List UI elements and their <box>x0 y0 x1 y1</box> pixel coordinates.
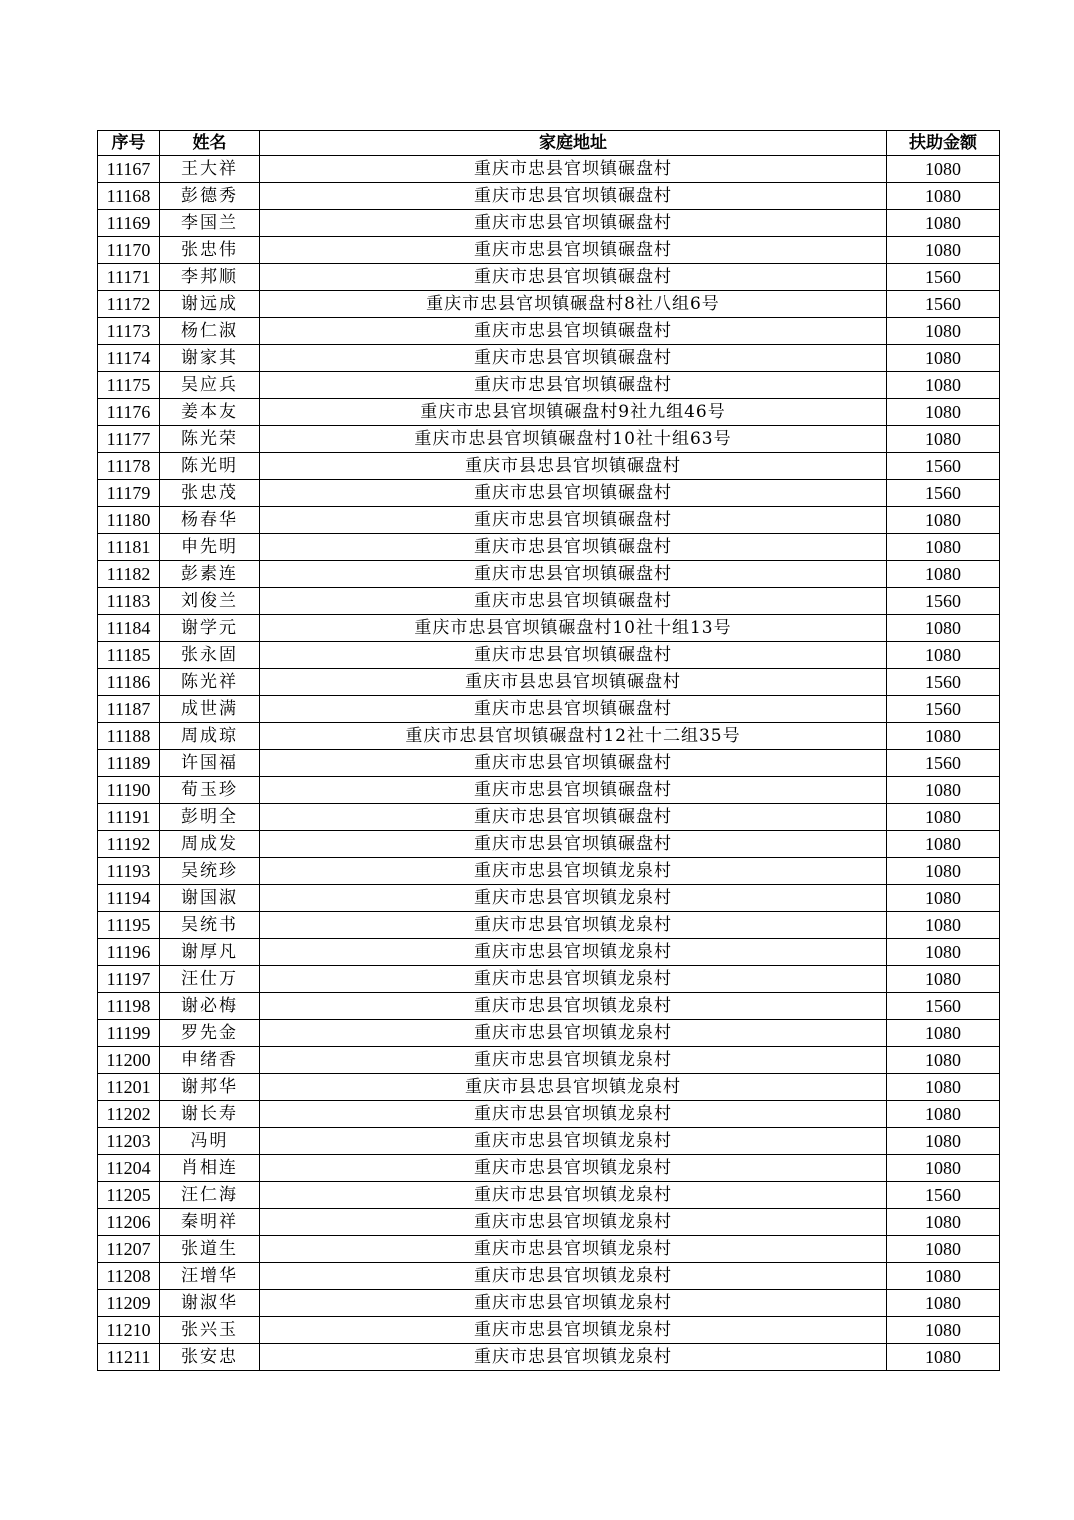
cell-seq: 11167 <box>98 156 160 183</box>
cell-seq: 11179 <box>98 480 160 507</box>
cell-name: 许国福 <box>160 750 260 777</box>
cell-address: 重庆市忠县官坝镇碾盘村 <box>260 588 887 615</box>
cell-address: 重庆市忠县官坝镇碾盘村10社十组13号 <box>260 615 887 642</box>
cell-seq: 11209 <box>98 1290 160 1317</box>
cell-amount: 1560 <box>887 453 1000 480</box>
cell-amount: 1080 <box>887 210 1000 237</box>
cell-seq: 11192 <box>98 831 160 858</box>
cell-seq: 11188 <box>98 723 160 750</box>
cell-address: 重庆市忠县官坝镇碾盘村 <box>260 210 887 237</box>
cell-amount: 1560 <box>887 588 1000 615</box>
cell-seq: 11193 <box>98 858 160 885</box>
cell-seq: 11203 <box>98 1128 160 1155</box>
cell-seq: 11169 <box>98 210 160 237</box>
cell-amount: 1080 <box>887 318 1000 345</box>
cell-seq: 11183 <box>98 588 160 615</box>
table-row <box>98 1128 1000 1155</box>
cell-name: 杨春华 <box>160 507 260 534</box>
cell-name: 彭德秀 <box>160 183 260 210</box>
table-row <box>98 156 1000 183</box>
table-row <box>98 426 1000 453</box>
table-row <box>98 1317 1000 1344</box>
cell-amount: 1560 <box>887 669 1000 696</box>
cell-seq: 11199 <box>98 1020 160 1047</box>
cell-seq: 11187 <box>98 696 160 723</box>
cell-address: 重庆市忠县官坝镇碾盘村 <box>260 372 887 399</box>
cell-seq: 11194 <box>98 885 160 912</box>
cell-address: 重庆市忠县官坝镇龙泉村 <box>260 1236 887 1263</box>
table-row <box>98 1236 1000 1263</box>
cell-name: 吴统书 <box>160 912 260 939</box>
cell-name: 谢家其 <box>160 345 260 372</box>
cell-name: 谢厚凡 <box>160 939 260 966</box>
cell-name: 谢淑华 <box>160 1290 260 1317</box>
cell-seq: 11186 <box>98 669 160 696</box>
cell-amount: 1560 <box>887 1182 1000 1209</box>
cell-seq: 11190 <box>98 777 160 804</box>
cell-address: 重庆市忠县官坝镇碾盘村 <box>260 264 887 291</box>
table-row <box>98 291 1000 318</box>
cell-amount: 1080 <box>887 912 1000 939</box>
cell-address: 重庆市忠县官坝镇龙泉村 <box>260 1290 887 1317</box>
table-row <box>98 885 1000 912</box>
cell-seq: 11201 <box>98 1074 160 1101</box>
table-row <box>98 1047 1000 1074</box>
table-row <box>98 804 1000 831</box>
cell-address: 重庆市忠县官坝镇碾盘村10社十组63号 <box>260 426 887 453</box>
cell-name: 秦明祥 <box>160 1209 260 1236</box>
cell-name: 陈光祥 <box>160 669 260 696</box>
cell-amount: 1080 <box>887 156 1000 183</box>
cell-seq: 11191 <box>98 804 160 831</box>
cell-seq: 11196 <box>98 939 160 966</box>
cell-address: 重庆市忠县官坝镇龙泉村 <box>260 1263 887 1290</box>
cell-seq: 11200 <box>98 1047 160 1074</box>
header-address: 家庭地址 <box>260 131 887 156</box>
table-row <box>98 615 1000 642</box>
cell-amount: 1080 <box>887 777 1000 804</box>
cell-name: 冯明 <box>160 1128 260 1155</box>
cell-address: 重庆市忠县官坝镇碾盘村 <box>260 507 887 534</box>
cell-seq: 11176 <box>98 399 160 426</box>
table-row <box>98 939 1000 966</box>
table-row <box>98 399 1000 426</box>
table-row <box>98 318 1000 345</box>
cell-seq: 11210 <box>98 1317 160 1344</box>
table-row <box>98 777 1000 804</box>
table-row <box>98 264 1000 291</box>
cell-name: 罗先金 <box>160 1020 260 1047</box>
cell-amount: 1080 <box>887 399 1000 426</box>
table-row <box>98 372 1000 399</box>
table-row <box>98 1101 1000 1128</box>
cell-address: 重庆市忠县官坝镇碾盘村 <box>260 534 887 561</box>
cell-address: 重庆市忠县官坝镇龙泉村 <box>260 1155 887 1182</box>
cell-seq: 11182 <box>98 561 160 588</box>
cell-address: 重庆市忠县官坝镇碾盘村9社九组46号 <box>260 399 887 426</box>
cell-name: 谢学元 <box>160 615 260 642</box>
table-row <box>98 1182 1000 1209</box>
table-row <box>98 183 1000 210</box>
cell-name: 李国兰 <box>160 210 260 237</box>
cell-amount: 1080 <box>887 237 1000 264</box>
cell-name: 张道生 <box>160 1236 260 1263</box>
table-row <box>98 345 1000 372</box>
cell-seq: 11170 <box>98 237 160 264</box>
cell-amount: 1560 <box>887 750 1000 777</box>
cell-amount: 1080 <box>887 615 1000 642</box>
cell-amount: 1080 <box>887 966 1000 993</box>
cell-address: 重庆市忠县官坝镇碾盘村 <box>260 750 887 777</box>
cell-address: 重庆市县忠县官坝镇碾盘村 <box>260 669 887 696</box>
cell-seq: 11168 <box>98 183 160 210</box>
cell-amount: 1080 <box>887 858 1000 885</box>
cell-name: 汪仁海 <box>160 1182 260 1209</box>
cell-seq: 11195 <box>98 912 160 939</box>
cell-address: 重庆市忠县官坝镇碾盘村 <box>260 318 887 345</box>
cell-amount: 1080 <box>887 345 1000 372</box>
cell-address: 重庆市忠县官坝镇碾盘村 <box>260 561 887 588</box>
table-row <box>98 696 1000 723</box>
cell-name: 陈光荣 <box>160 426 260 453</box>
cell-address: 重庆市忠县官坝镇龙泉村 <box>260 939 887 966</box>
cell-amount: 1080 <box>887 426 1000 453</box>
table-row <box>98 1155 1000 1182</box>
table-row <box>98 858 1000 885</box>
cell-address: 重庆市忠县官坝镇龙泉村 <box>260 1101 887 1128</box>
cell-seq: 11211 <box>98 1344 160 1371</box>
header-row <box>98 131 1000 156</box>
cell-name: 彭明全 <box>160 804 260 831</box>
cell-name: 张兴玉 <box>160 1317 260 1344</box>
cell-address: 重庆市忠县官坝镇碾盘村 <box>260 696 887 723</box>
cell-name: 谢邦华 <box>160 1074 260 1101</box>
cell-address: 重庆市县忠县官坝镇碾盘村 <box>260 453 887 480</box>
table-row <box>98 453 1000 480</box>
cell-address: 重庆市忠县官坝镇龙泉村 <box>260 1209 887 1236</box>
cell-name: 吴应兵 <box>160 372 260 399</box>
cell-seq: 11171 <box>98 264 160 291</box>
cell-name: 彭素连 <box>160 561 260 588</box>
table-row <box>98 1263 1000 1290</box>
table-row <box>98 507 1000 534</box>
cell-seq: 11172 <box>98 291 160 318</box>
table-row <box>98 480 1000 507</box>
cell-address: 重庆市忠县官坝镇龙泉村 <box>260 993 887 1020</box>
cell-name: 周成琼 <box>160 723 260 750</box>
cell-amount: 1080 <box>887 1209 1000 1236</box>
table-row <box>98 669 1000 696</box>
cell-seq: 11206 <box>98 1209 160 1236</box>
cell-amount: 1080 <box>887 1344 1000 1371</box>
cell-name: 谢长寿 <box>160 1101 260 1128</box>
table-row <box>98 966 1000 993</box>
cell-amount: 1080 <box>887 561 1000 588</box>
cell-amount: 1560 <box>887 291 1000 318</box>
table-row <box>98 1209 1000 1236</box>
cell-name: 陈光明 <box>160 453 260 480</box>
cell-name: 杨仁淑 <box>160 318 260 345</box>
cell-seq: 11205 <box>98 1182 160 1209</box>
cell-amount: 1080 <box>887 1263 1000 1290</box>
table-row <box>98 237 1000 264</box>
cell-name: 肖相连 <box>160 1155 260 1182</box>
cell-name: 谢国淑 <box>160 885 260 912</box>
cell-seq: 11174 <box>98 345 160 372</box>
cell-seq: 11185 <box>98 642 160 669</box>
cell-name: 张忠茂 <box>160 480 260 507</box>
table-row <box>98 588 1000 615</box>
cell-address: 重庆市忠县官坝镇碾盘村 <box>260 237 887 264</box>
cell-address: 重庆市忠县官坝镇碾盘村12社十二组35号 <box>260 723 887 750</box>
cell-seq: 11184 <box>98 615 160 642</box>
cell-amount: 1560 <box>887 480 1000 507</box>
cell-address: 重庆市忠县官坝镇龙泉村 <box>260 1047 887 1074</box>
cell-address: 重庆市忠县官坝镇龙泉村 <box>260 966 887 993</box>
table-row <box>98 642 1000 669</box>
cell-seq: 11181 <box>98 534 160 561</box>
cell-address: 重庆市忠县官坝镇碾盘村 <box>260 183 887 210</box>
cell-seq: 11202 <box>98 1101 160 1128</box>
cell-address: 重庆市忠县官坝镇碾盘村 <box>260 480 887 507</box>
cell-address: 重庆市忠县官坝镇龙泉村 <box>260 1128 887 1155</box>
cell-address: 重庆市忠县官坝镇碾盘村 <box>260 777 887 804</box>
cell-seq: 11198 <box>98 993 160 1020</box>
cell-amount: 1560 <box>887 264 1000 291</box>
cell-address: 重庆市忠县官坝镇龙泉村 <box>260 1020 887 1047</box>
table-row <box>98 723 1000 750</box>
cell-address: 重庆市忠县官坝镇龙泉村 <box>260 1182 887 1209</box>
cell-name: 荀玉珍 <box>160 777 260 804</box>
cell-amount: 1080 <box>887 723 1000 750</box>
cell-seq: 11207 <box>98 1236 160 1263</box>
cell-seq: 11204 <box>98 1155 160 1182</box>
cell-amount: 1080 <box>887 885 1000 912</box>
cell-amount: 1080 <box>887 1317 1000 1344</box>
cell-seq: 11175 <box>98 372 160 399</box>
cell-name: 张忠伟 <box>160 237 260 264</box>
table-row <box>98 561 1000 588</box>
cell-name: 汪仕万 <box>160 966 260 993</box>
cell-amount: 1080 <box>887 831 1000 858</box>
cell-name: 吴统珍 <box>160 858 260 885</box>
cell-name: 申先明 <box>160 534 260 561</box>
cell-address: 重庆市忠县官坝镇碾盘村 <box>260 156 887 183</box>
table-row <box>98 1074 1000 1101</box>
cell-amount: 1080 <box>887 183 1000 210</box>
header-seq: 序号 <box>98 131 160 156</box>
cell-name: 汪增华 <box>160 1263 260 1290</box>
cell-name: 谢必梅 <box>160 993 260 1020</box>
table-header <box>98 131 1000 156</box>
cell-seq: 11180 <box>98 507 160 534</box>
cell-name: 李邦顺 <box>160 264 260 291</box>
cell-address: 重庆市忠县官坝镇龙泉村 <box>260 1317 887 1344</box>
cell-address: 重庆市忠县官坝镇龙泉村 <box>260 912 887 939</box>
cell-amount: 1080 <box>887 804 1000 831</box>
cell-seq: 11208 <box>98 1263 160 1290</box>
table-row <box>98 1290 1000 1317</box>
cell-name: 姜本友 <box>160 399 260 426</box>
cell-amount: 1080 <box>887 1155 1000 1182</box>
cell-amount: 1080 <box>887 642 1000 669</box>
cell-address: 重庆市忠县官坝镇碾盘村 <box>260 345 887 372</box>
table-row <box>98 993 1000 1020</box>
table-row <box>98 831 1000 858</box>
cell-name: 周成发 <box>160 831 260 858</box>
cell-amount: 1080 <box>887 1020 1000 1047</box>
cell-amount: 1080 <box>887 1101 1000 1128</box>
cell-amount: 1080 <box>887 372 1000 399</box>
cell-name: 申绪香 <box>160 1047 260 1074</box>
cell-address: 重庆市忠县官坝镇龙泉村 <box>260 858 887 885</box>
cell-seq: 11178 <box>98 453 160 480</box>
cell-name: 成世满 <box>160 696 260 723</box>
cell-amount: 1080 <box>887 534 1000 561</box>
cell-name: 刘俊兰 <box>160 588 260 615</box>
cell-seq: 11197 <box>98 966 160 993</box>
cell-amount: 1080 <box>887 1236 1000 1263</box>
cell-name: 谢远成 <box>160 291 260 318</box>
table-row <box>98 912 1000 939</box>
cell-seq: 11173 <box>98 318 160 345</box>
cell-name: 王大祥 <box>160 156 260 183</box>
cell-address: 重庆市忠县官坝镇龙泉村 <box>260 1344 887 1371</box>
cell-amount: 1080 <box>887 1074 1000 1101</box>
cell-amount: 1080 <box>887 507 1000 534</box>
table-body <box>98 156 1000 1371</box>
cell-amount: 1080 <box>887 939 1000 966</box>
cell-name: 张永固 <box>160 642 260 669</box>
cell-address: 重庆市忠县官坝镇碾盘村 <box>260 804 887 831</box>
cell-amount: 1080 <box>887 1047 1000 1074</box>
cell-amount: 1080 <box>887 1290 1000 1317</box>
cell-seq: 11189 <box>98 750 160 777</box>
table-row <box>98 534 1000 561</box>
table-row <box>98 750 1000 777</box>
cell-address: 重庆市县忠县官坝镇龙泉村 <box>260 1074 887 1101</box>
cell-amount: 1080 <box>887 1128 1000 1155</box>
cell-address: 重庆市忠县官坝镇碾盘村8社八组6号 <box>260 291 887 318</box>
header-amount: 扶助金额 <box>887 131 1000 156</box>
cell-amount: 1560 <box>887 993 1000 1020</box>
table-row <box>98 1020 1000 1047</box>
assistance-table <box>97 130 1000 1371</box>
table-row <box>98 1344 1000 1371</box>
header-name: 姓名 <box>160 131 260 156</box>
table-row <box>98 210 1000 237</box>
cell-seq: 11177 <box>98 426 160 453</box>
cell-name: 张安忠 <box>160 1344 260 1371</box>
cell-amount: 1560 <box>887 696 1000 723</box>
cell-address: 重庆市忠县官坝镇碾盘村 <box>260 642 887 669</box>
cell-address: 重庆市忠县官坝镇龙泉村 <box>260 885 887 912</box>
cell-address: 重庆市忠县官坝镇碾盘村 <box>260 831 887 858</box>
